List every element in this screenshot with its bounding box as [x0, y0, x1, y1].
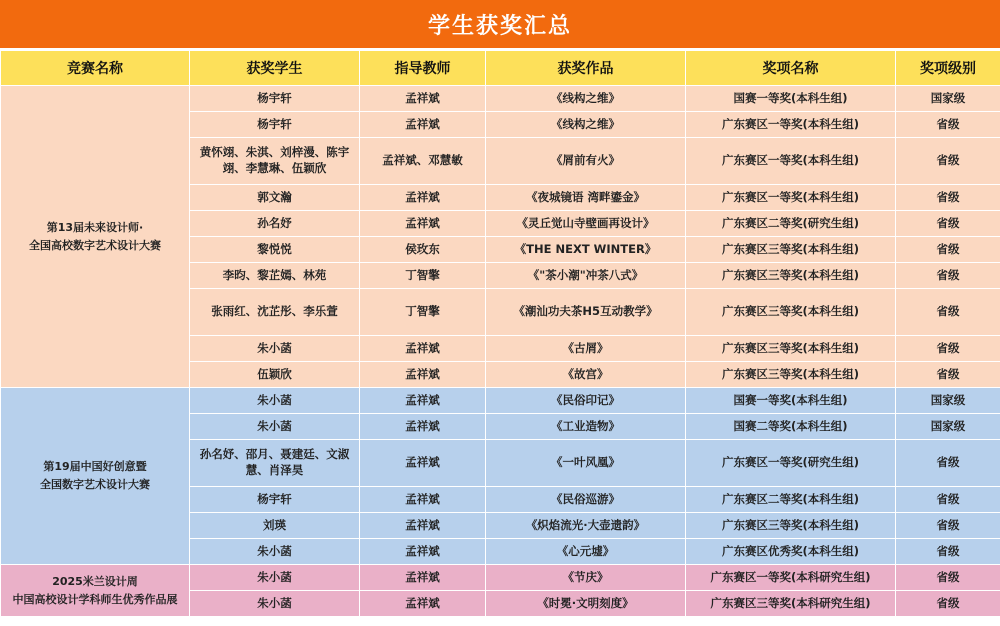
teacher-cell: 孟祥斌: [360, 86, 486, 112]
level-cell: 省级: [896, 440, 1000, 487]
teacher-cell: 孟祥斌: [360, 336, 486, 362]
header-competition[interactable]: 竞赛名称: [1, 51, 190, 86]
award-cell: 国赛一等奖(本科生组): [686, 388, 896, 414]
award-cell: 广东赛区二等奖(本科生组): [686, 487, 896, 513]
level-cell: 省级: [896, 591, 1000, 617]
level-cell: 国家级: [896, 414, 1000, 440]
level-cell: 省级: [896, 138, 1000, 185]
work-cell: 《一叶风凰》: [486, 440, 686, 487]
work-cell: 《线构之维》: [486, 86, 686, 112]
level-cell: 省级: [896, 263, 1000, 289]
table-row: [1, 388, 1000, 414]
award-cell: 广东赛区一等奖(本科生组): [686, 138, 896, 185]
award-cell: 广东赛区优秀奖(本科生组): [686, 539, 896, 565]
award-cell: 广东赛区一等奖(本科生组): [686, 185, 896, 211]
work-cell: 《线构之维》: [486, 112, 686, 138]
teacher-cell: 丁智擎: [360, 263, 486, 289]
header-work[interactable]: 获奖作品: [486, 51, 686, 86]
students-cell: 朱小菡: [190, 565, 360, 591]
award-cell: 国赛二等奖(本科生组): [686, 414, 896, 440]
competition-name-line2: 中国高校设计学科师生优秀作品展: [12, 592, 178, 606]
work-cell: 《THE NEXT WINTER》: [486, 237, 686, 263]
students-cell: 黎悦悦: [190, 237, 360, 263]
competition-cell: [1, 86, 190, 388]
level-cell: 省级: [896, 487, 1000, 513]
teacher-cell: 孟祥斌、邓慧敏: [360, 138, 486, 185]
teacher-cell: 孟祥斌: [360, 487, 486, 513]
teacher-cell: 孟祥斌: [360, 565, 486, 591]
students-cell: 黄怀翊、朱淇、刘梓漫、陈宇翊、李慧琳、伍颖欣: [190, 138, 360, 185]
work-cell: 《民俗巡游》: [486, 487, 686, 513]
table-row: [1, 86, 1000, 112]
level-cell: 省级: [896, 513, 1000, 539]
work-cell: 《时冕·文明刻度》: [486, 591, 686, 617]
level-cell: 省级: [896, 336, 1000, 362]
teacher-cell: 孟祥斌: [360, 112, 486, 138]
teacher-cell: 丁智擎: [360, 289, 486, 336]
work-cell: 《工业造物》: [486, 414, 686, 440]
table-header-row: [1, 51, 1000, 86]
work-cell: 《故宫》: [486, 362, 686, 388]
award-cell: 国赛一等奖(本科生组): [686, 86, 896, 112]
work-cell: 《屑前有火》: [486, 138, 686, 185]
table-row: [1, 565, 1000, 591]
work-cell: 《"茶小潮"冲茶八式》: [486, 263, 686, 289]
teacher-cell: 孟祥斌: [360, 513, 486, 539]
students-cell: 朱小菡: [190, 336, 360, 362]
work-cell: 《潮汕功夫茶H5互动教学》: [486, 289, 686, 336]
competition-name-line1: 2025米兰设计周: [52, 574, 138, 588]
work-cell: 《炽焰流光·大壶遗韵》: [486, 513, 686, 539]
level-cell: 省级: [896, 565, 1000, 591]
page-title: 学生获奖汇总: [0, 0, 1000, 50]
students-cell: 孙名妤: [190, 211, 360, 237]
award-cell: 广东赛区三等奖(本科生组): [686, 289, 896, 336]
work-cell: 《节庆》: [486, 565, 686, 591]
students-cell: 李昀、黎芷嫣、林苑: [190, 263, 360, 289]
awards-table: [0, 50, 1000, 617]
header-teacher[interactable]: 指导教师: [360, 51, 486, 86]
work-cell: 《民俗印记》: [486, 388, 686, 414]
work-cell: 《夜城镜语 湾畔鎏金》: [486, 185, 686, 211]
students-cell: 伍颖欣: [190, 362, 360, 388]
award-cell: 广东赛区三等奖(本科生组): [686, 263, 896, 289]
students-cell: 朱小菡: [190, 388, 360, 414]
header-award[interactable]: 奖项名称: [686, 51, 896, 86]
teacher-cell: 孟祥斌: [360, 185, 486, 211]
level-cell: 省级: [896, 539, 1000, 565]
teacher-cell: 孟祥斌: [360, 211, 486, 237]
award-cell: 广东赛区一等奖(本科研究生组): [686, 565, 896, 591]
level-cell: 国家级: [896, 86, 1000, 112]
students-cell: 杨宇轩: [190, 487, 360, 513]
students-cell: 郭文瀚: [190, 185, 360, 211]
students-cell: 刘瑛: [190, 513, 360, 539]
teacher-cell: 孟祥斌: [360, 440, 486, 487]
award-cell: 广东赛区一等奖(研究生组): [686, 440, 896, 487]
competition-name-line1: 第19届中国好创意暨: [43, 460, 147, 474]
competition-name-line2: 全国数字艺术设计大赛: [40, 478, 150, 491]
students-cell: 孙名妤、邵月、聂建廷、文淑慧、肖泽昊: [190, 440, 360, 487]
teacher-cell: 孟祥斌: [360, 414, 486, 440]
level-cell: 省级: [896, 185, 1000, 211]
level-cell: 省级: [896, 362, 1000, 388]
award-cell: 广东赛区一等奖(本科生组): [686, 112, 896, 138]
students-cell: 朱小菡: [190, 591, 360, 617]
award-cell: 广东赛区三等奖(本科研究生组): [686, 591, 896, 617]
award-cell: 广东赛区三等奖(本科生组): [686, 336, 896, 362]
award-cell: 广东赛区三等奖(本科生组): [686, 513, 896, 539]
award-cell: 广东赛区二等奖(研究生组): [686, 211, 896, 237]
competition-name-line2: 全国高校数字艺术设计大赛: [29, 238, 161, 252]
students-cell: 杨宇轩: [190, 86, 360, 112]
students-cell: 张雨红、沈芷彤、李乐萱: [190, 289, 360, 336]
work-cell: 《古屑》: [486, 336, 686, 362]
work-cell: 《灵丘觉山寺壁画再设计》: [486, 211, 686, 237]
work-cell: 《心元墟》: [486, 539, 686, 565]
students-cell: 朱小菡: [190, 414, 360, 440]
header-level[interactable]: 奖项级别: [896, 51, 1000, 86]
teacher-cell: 孟祥斌: [360, 591, 486, 617]
competition-cell: [1, 565, 190, 617]
level-cell: 省级: [896, 237, 1000, 263]
competition-name-line1: 第13届未来设计师·: [46, 220, 144, 234]
students-cell: 杨宇轩: [190, 112, 360, 138]
teacher-cell: 孟祥斌: [360, 362, 486, 388]
students-cell: 朱小菡: [190, 539, 360, 565]
level-cell: 省级: [896, 112, 1000, 138]
award-cell: 广东赛区三等奖(本科生组): [686, 362, 896, 388]
level-cell: 省级: [896, 211, 1000, 237]
level-cell: 省级: [896, 289, 1000, 336]
teacher-cell: 孟祥斌: [360, 388, 486, 414]
level-cell: 国家级: [896, 388, 1000, 414]
header-students[interactable]: 获奖学生: [190, 51, 360, 86]
award-cell: 广东赛区三等奖(本科生组): [686, 237, 896, 263]
competition-cell: [1, 388, 190, 565]
teacher-cell: 孟祥斌: [360, 539, 486, 565]
teacher-cell: 侯玫东: [360, 237, 486, 263]
